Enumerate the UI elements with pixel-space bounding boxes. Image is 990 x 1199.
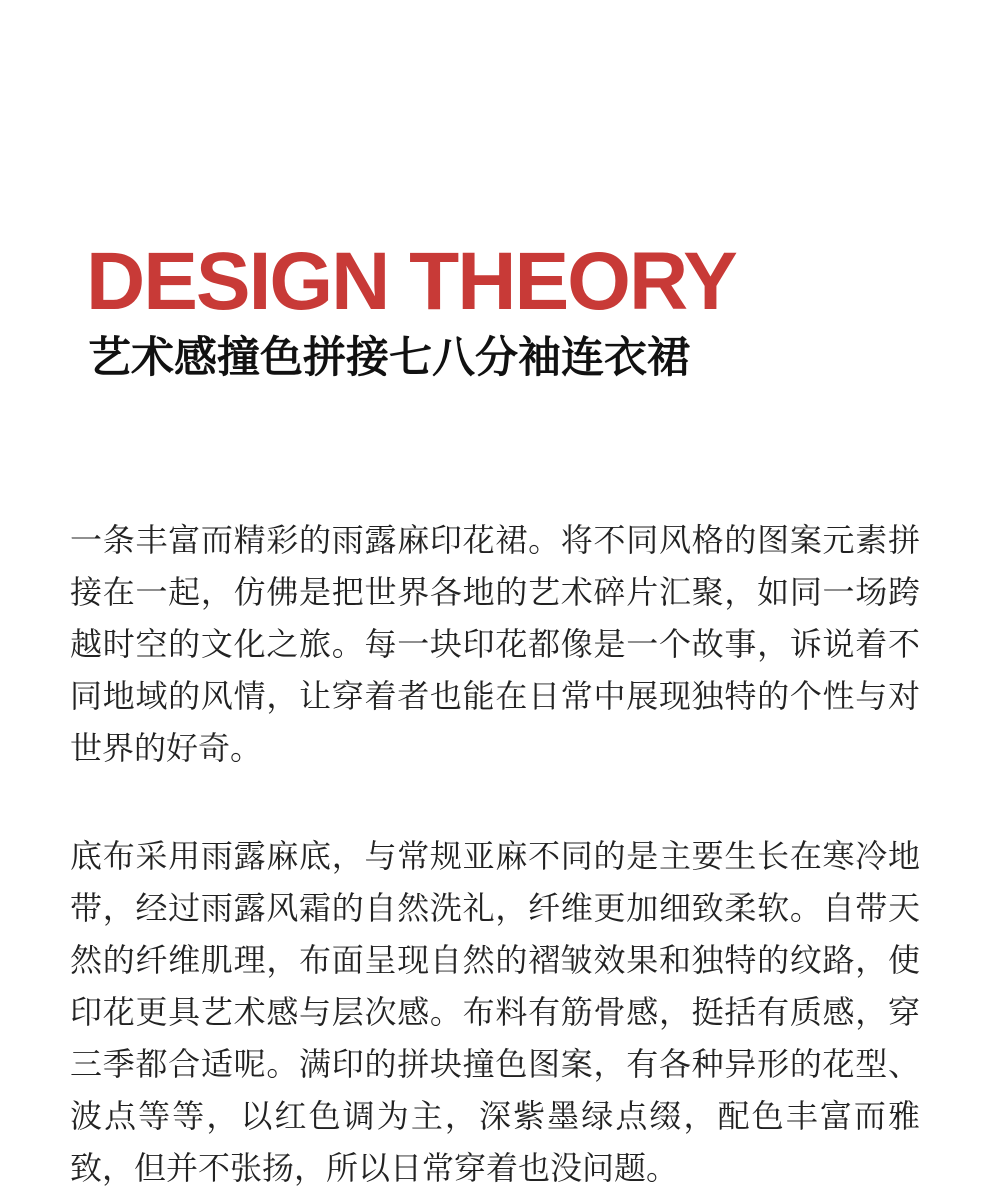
description-paragraph-2: 底布采用雨露麻底，与常规亚麻不同的是主要生长在寒冷地带，经过雨露风霜的自然洗礼，纤维更加细致柔软。自带天然的纤维肌理，布面呈现自然的褶皱效果和独特的纹路，使印花更具艺术感与层次感。布料有筋骨感，挺括有质感，穿三季都合适呢。满印的拼块撞色图案，有各种异形的花型、波点等等，以红色调为主，深紫墨绿点缀，配色丰富而雅致，但并不张扬，所以日常穿着也没问题。 <box>70 837 920 1187</box>
product-title: 艺术感撞色拼接七八分袖连衣裙 <box>88 333 690 383</box>
design-theory-heading: DESIGN THEORY <box>86 236 736 327</box>
description-paragraph-1: 一条丰富而精彩的雨露麻印花裙。将不同风格的图案元素拼接在一起，仿佛是把世界各地的艺术碎片汇聚，如同一场跨越时空的文化之旅。每一块印花都像是一个故事，诉说着不同地域的风情，让穿着者也能在日常中展现独特的个性与对世界的好奇。 <box>70 521 920 767</box>
